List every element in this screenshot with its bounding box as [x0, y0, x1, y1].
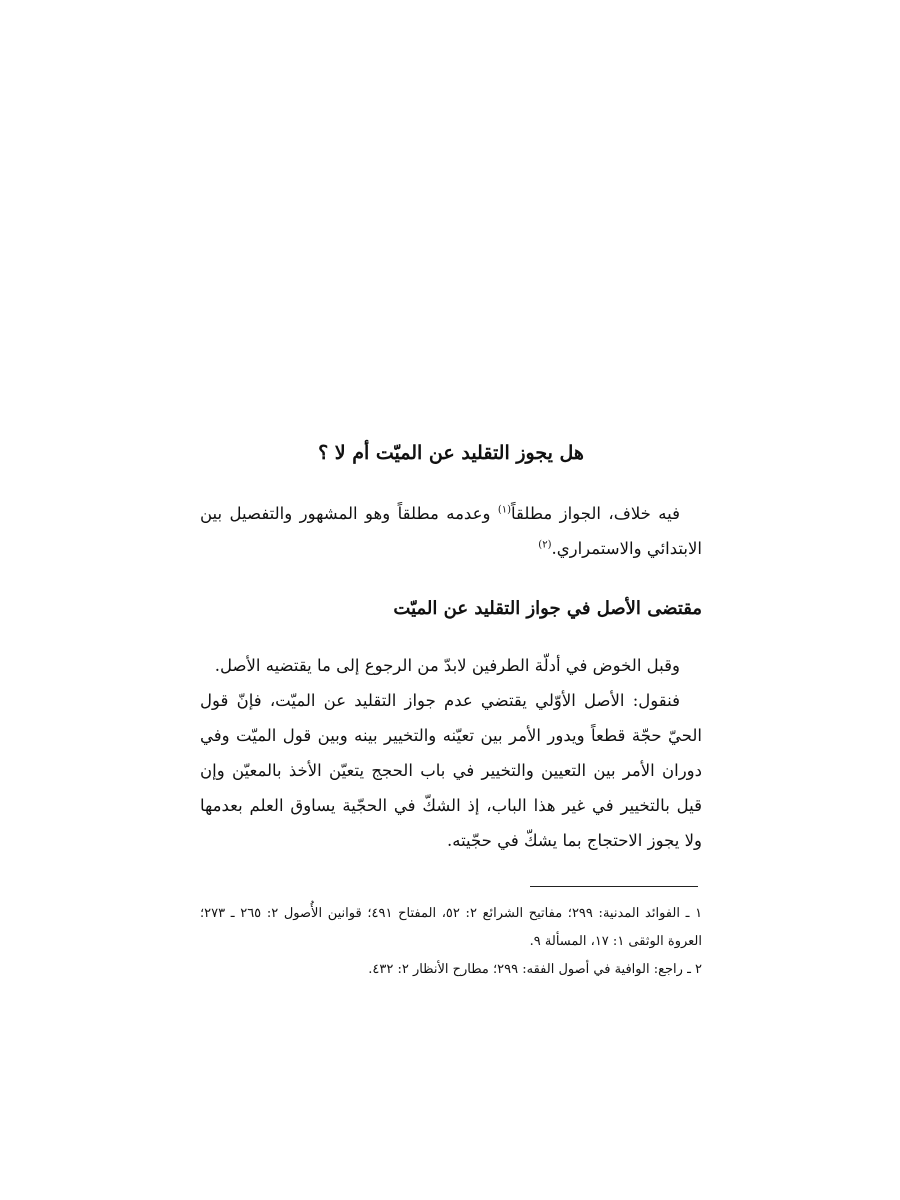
section-paragraph-1: وقبل الخوض في أدلّة الطرفين لابدّ من الرجوع إلى ما يقتضيه الأصل.: [214, 656, 680, 675]
page-title: هل يجوز التقليد عن الميّت أم لا ؟: [318, 442, 584, 464]
section-paragraph-2: فنقول: الأصل الأوّلي يقتضي عدم جواز التقليد عن الميّت، فإنّ قول الحيّ حجّة قطعاً ويدور الأمر بين تعيّنه والتخيير بينه وبين قول الميّت وفي دوران الأمر بين التعيين والتخيير في باب الحجج يتعيّن الأخذ بالمعيّن وإن قيل بالتخيير في غير هذا الباب، إذ الشكّ في الحجّية يساوق العلم بعدمها ولا يجوز الاحتجاج بما يشكّ في حجّيته.: [200, 691, 702, 850]
footnote-divider: [530, 886, 698, 887]
footnote-2: ٢ ـ راجع: الوافية في أصول الفقه: ٢٩٩؛ مطارح الأنظار ٢: ٤٣٢.: [368, 962, 702, 977]
intro-text-start: فيه خلاف، الجواز مطلقاً: [511, 504, 680, 523]
section-title: مقتضى الأصل في جواز التقليد عن الميّت: [393, 598, 702, 619]
footnote-ref-2[interactable]: (٢): [538, 539, 552, 551]
footnotes: [200, 900, 702, 984]
footnote-ref-1[interactable]: (١): [497, 504, 512, 516]
intro-paragraph: [200, 496, 702, 566]
footnote-1: ١ ـ الفوائد المدنية: ٢٩٩؛ مفاتيح الشرائع ٢: ٥٢، المفتاح ٤٩١؛ قوانين الأُصول ٢: ٢٦٥ ـ ٢٧٣؛ العروة الوثقى ١: ١٧، المسألة ٩.: [200, 906, 703, 949]
intro-text-end: وعدمه مطلقاً وهو المشهور والتفصيل بين الابتدائي والاستمراري.: [200, 504, 702, 558]
